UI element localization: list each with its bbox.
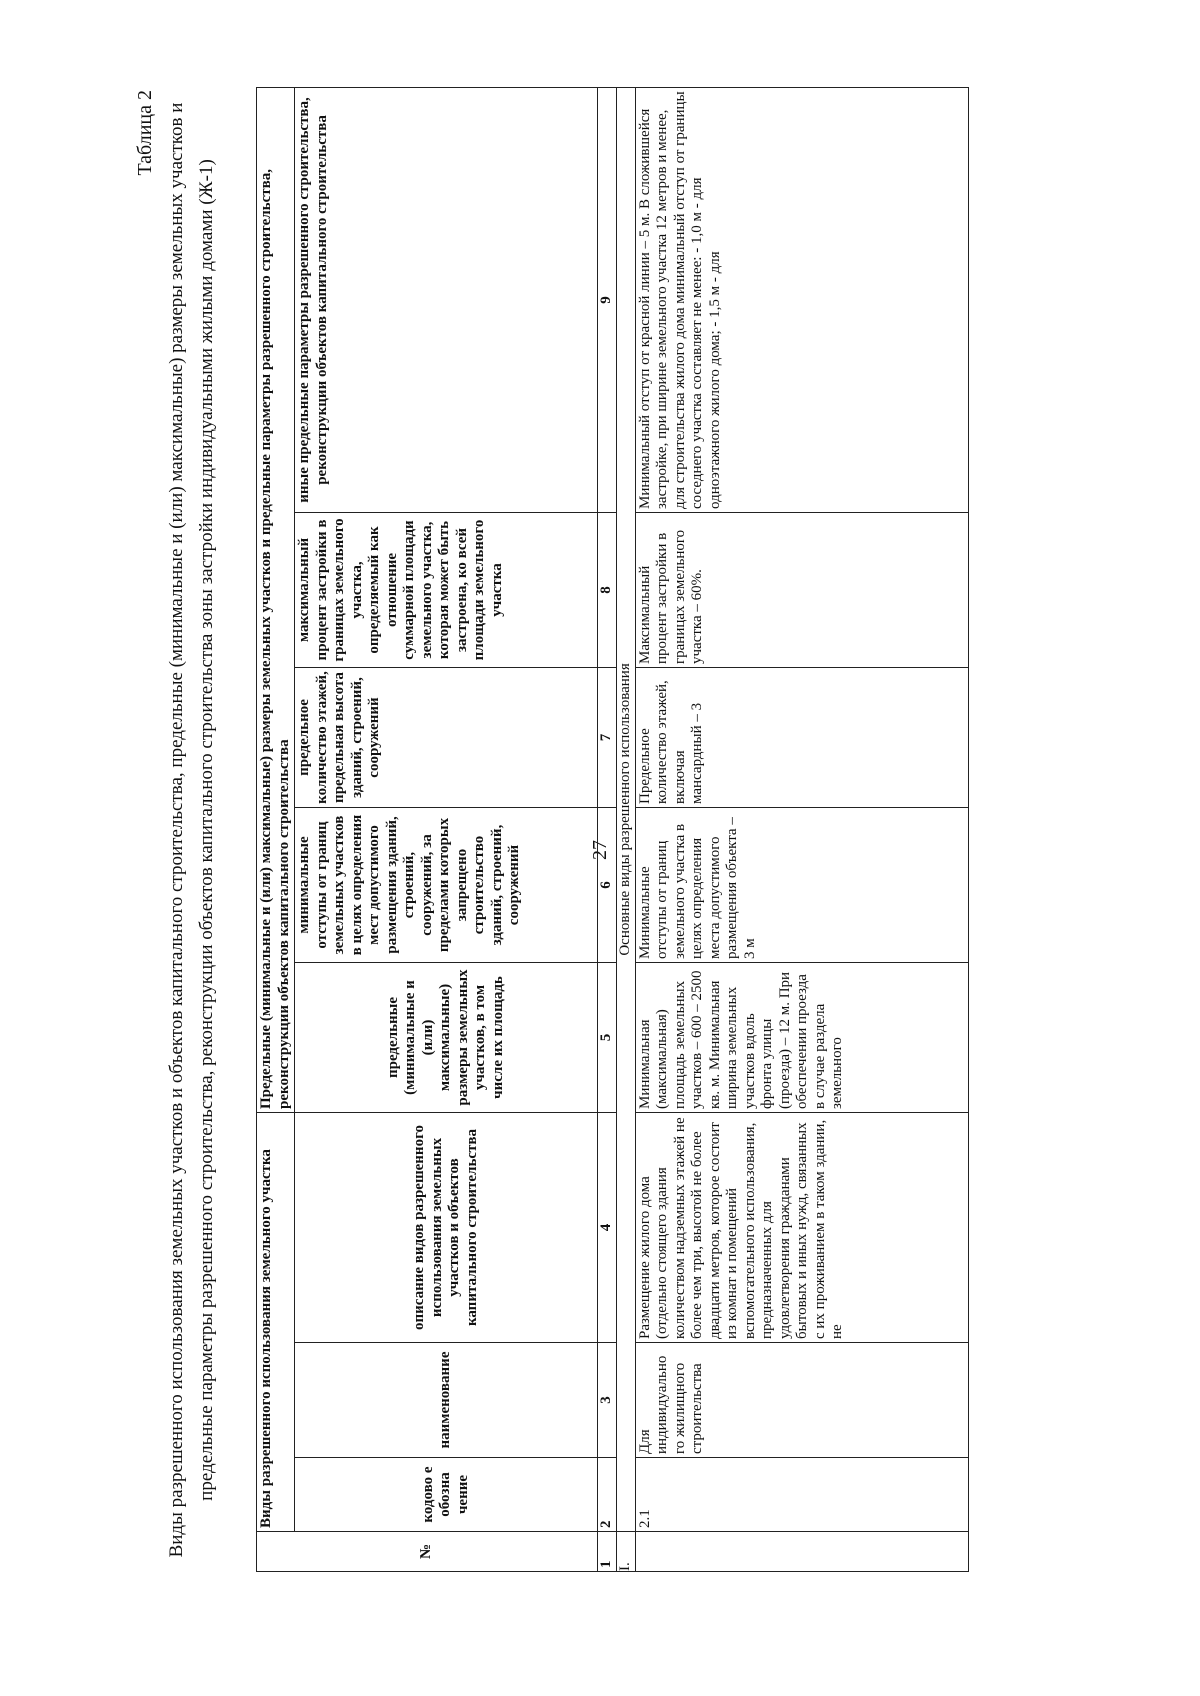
header-group-land-use: Виды разрешенного использования земельного участка [257,1113,295,1532]
page-number: 27 [589,840,611,860]
cell-name: Для индивидуально го жилищного строительства [635,1343,968,1458]
cell-floors: Предельное количество этажей, включая мансардный – 3 [635,668,968,808]
header-num: № [257,1532,598,1572]
header-code: кодово е обозна чение [295,1458,598,1532]
rotated-page-content [128,80,1200,1580]
col-number: 6 [598,808,617,963]
header-plot-size: предельные (минимальные и (или) максимальные) размеры земельных участков, в том числе их площадь [295,963,598,1113]
header-coverage: максимальный процент застройки в границах земельного участка, определяемый как отношение суммарной площади земельного участка, которая может быть застроена, ко всей площади земельного участка [295,513,598,668]
header-floors: предельное количество этажей, предельная высота зданий, строений, сооружений [295,668,598,808]
cell-setbacks: Минимальные отступы от границ земельного участка в целях определения места допустимого размещения объекта – 3 м [635,808,968,963]
land-use-table [256,87,969,1572]
section-number: I. [617,1532,636,1572]
cell-other-params: Минимальный отступ от красной линии – 5 м. В сложившейся застройке, при ширине земельного участка 12 метров и менее, для строительства жилого дома минимальный отступ от границы соседнего участка составляет не менее: - 1,0 м - для одноэтажного жилого дома; - 1,5 м - для [635,87,968,512]
table-label: Таблица 2 [134,90,156,176]
col-number: 3 [598,1343,617,1458]
col-number: 5 [598,963,617,1113]
col-number: 4 [598,1113,617,1343]
col-number: 2 [598,1458,617,1532]
header-description: описание видов разрешенного использования земельных участков и объектов капитального строительства [295,1113,598,1343]
header-name: наименование [295,1343,598,1458]
header-setbacks: минимальные отступы от границ земельных участков в целях определения мест допустимого размещения зданий, строений, сооружений, за пределами которых запрещено строительство зданий, строений, сооружений [295,808,598,963]
col-number: 7 [598,668,617,808]
col-number: 1 [598,1532,617,1572]
cell-code: 2.1 [635,1458,968,1532]
section-title: Основные виды разрешенного использования [617,87,636,1531]
table-row [635,87,968,1571]
cell-number [635,1532,968,1572]
cell-description: Размещение жилого дома (отдельно стоящего здания количеством надземных этажей не более чем три, высотой не более двадцати метров, которое состоит из комнат и помещений вспомогательного использования, предназначенных для удовлетворения гражданами бытовых и иных нужд, связанных с их проживанием в таком здании, не [635,1113,968,1343]
cell-plot-size: Минимальная (максимальная) площадь земельных участков – 600 – 2500 кв. м. Минимальная ширина земельных участков вдоль фронта улицы (проезда) – 12 м. При обеспечении проезда в случае раздела земельного [635,963,968,1113]
header-group-parameters: Предельные (минимальные и (или) максимальные) размеры земельных участков и предельные параметры разрешенного строительства, реконструкции объектов капитального строительства [257,87,295,1112]
col-number: 9 [598,87,617,512]
col-number: 8 [598,513,617,668]
cell-coverage: Максимальный процент застройки в границах земельного участка – 60%. [635,513,968,668]
table-title: Виды разрешенного использования земельных участков и объектов капитального строительства, предельные (минимальные и (или) максимальные) размеры земельных участков и предельные параметры разрешенного строительства, реконструкции объектов капитального строительства зоны застройки индивидуальными жилыми домами (Ж-1) [166,102,217,1558]
header-other-params: иные предельные параметры разрешенного строительства, реконструкции объектов капитального строительства [295,87,598,512]
